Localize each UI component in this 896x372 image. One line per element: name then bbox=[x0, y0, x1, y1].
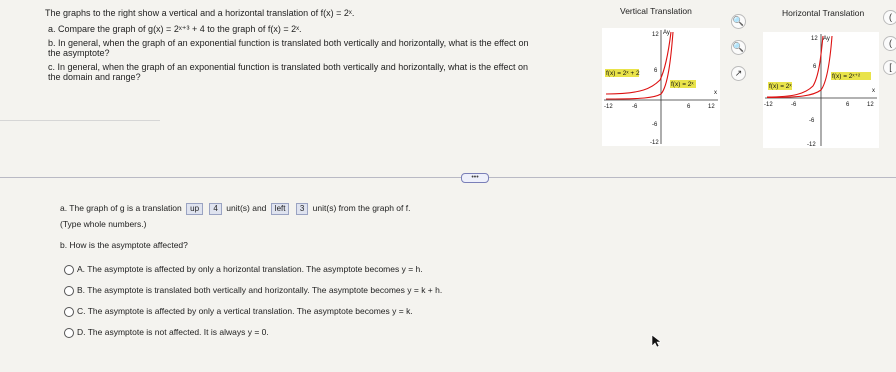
y-tick-neg12-h: -12 bbox=[807, 142, 816, 148]
option-c-radio[interactable] bbox=[64, 307, 74, 317]
g-label: f(x) = 2ˣ + 2 bbox=[606, 70, 640, 77]
x-tick-6: 6 bbox=[687, 104, 691, 110]
answer-a-hint: (Type whole numbers.) bbox=[60, 219, 147, 229]
question-part-c-line1: c. In general, when the graph of an exponential function is translated both vertically and horizontally, what is the effect on bbox=[48, 62, 528, 72]
y-tick-12: 12 bbox=[652, 32, 659, 38]
f-label: f(x) = 2ˣ bbox=[671, 81, 694, 88]
question-part-a: a. Compare the graph of g(x) = 2ˣ⁺³ + 4 to the graph of f(x) = 2ˣ. bbox=[48, 24, 302, 34]
value1-input[interactable]: 4 bbox=[209, 203, 221, 215]
section-divider bbox=[0, 177, 896, 178]
y-tick-neg6-h: -6 bbox=[809, 118, 815, 124]
zoom-out-icon-2[interactable]: ( bbox=[883, 36, 896, 51]
popout-icon-2[interactable]: [ bbox=[883, 60, 896, 75]
y-tick-neg6: -6 bbox=[652, 122, 658, 128]
question-intro: The graphs to the right show a vertical and a horizontal translation of f(x) = 2ˣ. bbox=[45, 8, 355, 18]
vertical-translation-graph bbox=[602, 28, 720, 146]
y-tick-6: 6 bbox=[654, 68, 658, 74]
option-a-label[interactable]: A. The asymptote is affected by only a horizontal translation. The asymptote becomes y = h. bbox=[77, 264, 423, 274]
answer-a-suffix: unit(s) from the graph of f. bbox=[312, 203, 411, 213]
answer-b-question: b. How is the asymptote affected? bbox=[60, 240, 188, 250]
x-tick-neg12-h: -12 bbox=[764, 102, 773, 108]
y-tick-neg12: -12 bbox=[650, 140, 659, 146]
answer-a-row bbox=[60, 203, 410, 215]
horizontal-graph-title: Horizontal Translation bbox=[782, 8, 865, 18]
value2-input[interactable]: 3 bbox=[296, 203, 308, 215]
more-button[interactable]: ••• bbox=[461, 173, 489, 183]
x-tick-neg6: -6 bbox=[632, 104, 638, 110]
x-tick-6-h: 6 bbox=[846, 102, 850, 108]
x-tick-12: 12 bbox=[708, 104, 715, 110]
x-tick-12-h: 12 bbox=[867, 102, 874, 108]
direction2-dropdown[interactable]: left bbox=[271, 203, 290, 215]
mouse-cursor-icon bbox=[651, 334, 661, 348]
option-d-label[interactable]: D. The asymptote is not affected. It is always y = 0. bbox=[77, 327, 269, 337]
zoom-in-icon[interactable]: 🔍 bbox=[731, 14, 746, 29]
y-axis-label: Ay bbox=[663, 30, 670, 36]
question-part-b-line2: the asymptote? bbox=[48, 48, 110, 58]
horizontal-translation-graph bbox=[763, 32, 879, 148]
x-axis-label-h: x bbox=[872, 88, 875, 94]
f-curve bbox=[606, 32, 673, 99]
direction1-dropdown[interactable]: up bbox=[186, 203, 203, 215]
y-axis-label-h: Ay bbox=[823, 36, 830, 42]
y-tick-6-h: 6 bbox=[813, 64, 817, 70]
option-b-radio[interactable] bbox=[64, 286, 74, 296]
g-label-h: f(x) = 2ˣ⁺² bbox=[832, 73, 861, 80]
question-part-c-line2: the domain and range? bbox=[48, 72, 141, 82]
zoom-out-icon[interactable]: 🔍 bbox=[731, 40, 746, 55]
y-tick-12-h: 12 bbox=[811, 36, 818, 42]
answer-a-mid: unit(s) and bbox=[226, 203, 267, 213]
zoom-in-icon-2[interactable]: ( bbox=[883, 10, 896, 25]
separator-line bbox=[0, 120, 160, 121]
option-c-label[interactable]: C. The asymptote is affected by only a vertical translation. The asymptote becomes y = k. bbox=[77, 306, 413, 316]
x-tick-neg6-h: -6 bbox=[791, 102, 797, 108]
vertical-graph-title: Vertical Translation bbox=[620, 6, 692, 16]
option-b-label[interactable]: B. The asymptote is translated both vertically and horizontally. The asymptote becomes y = k + h. bbox=[77, 285, 443, 295]
option-a-radio[interactable] bbox=[64, 265, 74, 275]
x-tick-neg12: -12 bbox=[604, 104, 613, 110]
popout-icon[interactable]: ↗ bbox=[731, 66, 746, 81]
answer-a-prefix: a. The graph of g is a translation bbox=[60, 203, 182, 213]
f-label-h: f(x) = 2ˣ bbox=[769, 83, 792, 90]
question-part-b-line1: b. In general, when the graph of an exponential function is translated both vertically and horizontally, what is the effect on bbox=[48, 38, 529, 48]
x-axis-label: x bbox=[714, 90, 717, 96]
option-d-radio[interactable] bbox=[64, 328, 74, 338]
